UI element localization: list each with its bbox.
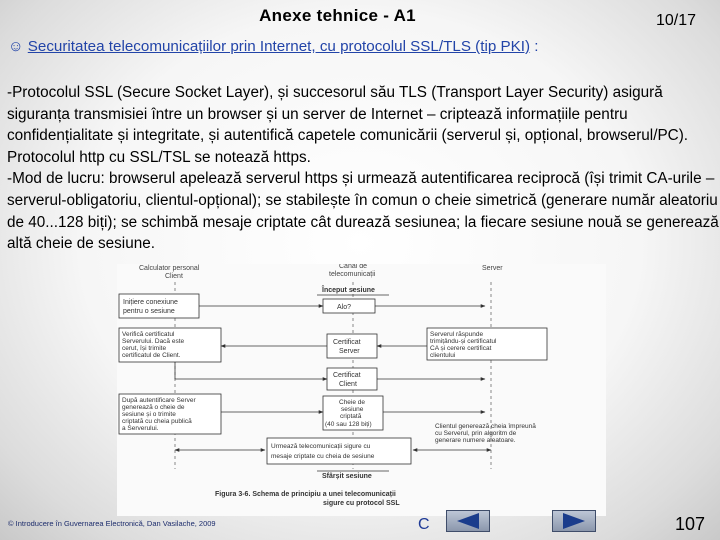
cert-client-text-2: Client — [339, 381, 357, 388]
arrow-right-icon — [553, 511, 595, 531]
end-session-label: Sfârșit sesiune — [322, 473, 372, 480]
slide-subtitle — [8, 38, 708, 55]
figure-caption-1: Figura 3-6. Schema de principiu a unei telecomunicații — [215, 491, 396, 498]
subtitle-suffix: : — [534, 38, 539, 55]
server-reply-text-4: clientului — [430, 352, 456, 359]
slide-title: Anexe tehnice - A1 — [259, 6, 416, 25]
server-decrypt-text-3: generare numere aleatoare. — [435, 437, 516, 444]
page-counter: 10/17 — [655, 12, 696, 29]
ssl-diagram-figure — [117, 264, 606, 516]
client-key-text-5: a Serverului. — [122, 425, 159, 432]
previous-slide-button[interactable] — [446, 510, 490, 532]
start-session-label: Început sesiune — [322, 287, 375, 294]
footer-credit: © Introducere în Guvernarea Electronică, Dan Vasilache, 2009 — [8, 519, 216, 528]
client-verify-text-4: certificatul de Client. — [122, 352, 181, 359]
cert-client-arrow-in — [175, 362, 327, 379]
server-decrypt-text-1: Clientul generează cheia împreună — [435, 423, 536, 430]
col-client-label-1: Calculator personal — [139, 265, 200, 272]
smiley-bullet-icon: ☺ — [8, 38, 24, 55]
client-key-text-4: criptată cu cheia publică — [122, 418, 192, 425]
hello-text: Alo? — [337, 304, 352, 311]
cert-client-text-1: Certificat — [333, 372, 361, 379]
figure-caption-2: sigure cu protocol SSL — [323, 500, 400, 507]
body-paragraph: -Protocolul SSL (Secure Socket Layer), și succesorul său TLS (Transport Layer Security) asigură siguranța transmisiei între un browser și un server de Internet – criptează informațiile pentru confidențialitate și integritate, și autentifică capetele comunicării (serverul și, opțional, browserul/PC). Protocolul http cu SSL/TSL se notează https. -Mod de lucru: browserul apelează serverul https și urmează autentificarea reciprocă (își trimit CA-urile – serverul-obligatoriu, clientul-opțional); se stabilește în comun o cheie simetrică (generare număr aleatoriu de 40...128 biți); se schimbă mesaje criptate cât durează sesiunea; la fiecare sesiune nouă se generează altă cheie de sesiune. — [7, 84, 719, 253]
session-key-text-4: (40 sau 128 biți) — [325, 421, 372, 428]
server-decrypt-text-2: cu Serverul, prin algoritm de — [435, 430, 517, 437]
col-channel-label-2: telecomunicații — [329, 271, 376, 278]
session-key-text-3: criptată — [340, 413, 362, 420]
col-client-label-2: Client — [165, 273, 183, 280]
client-key-text-2: generează o cheie de — [122, 404, 185, 411]
cert-server-text-2: Server — [339, 348, 360, 355]
col-server-label: Server — [482, 265, 503, 272]
cert-server-text-1: Certificat — [333, 339, 361, 346]
client-key-text-1: După autentificare Server — [122, 397, 196, 404]
arrow-left-icon — [447, 511, 489, 531]
slide-number: 107 — [675, 514, 706, 534]
subtitle-link[interactable]: Securitatea telecomunicațiilor prin Internet, cu protocolul SSL/TLS (tip PKI) — [27, 38, 531, 55]
server-reply-text-1: Serverul răspunde — [430, 331, 484, 338]
client-verify-text-1: Verifică certificatul — [122, 331, 175, 338]
ssl-diagram — [117, 264, 606, 516]
client-init-text-2: pentru o sesiune — [123, 308, 175, 315]
session-key-text-1: Cheie de — [339, 399, 366, 406]
footer-letter: C — [418, 516, 430, 533]
client-init-text-1: Inițiere conexiune — [123, 299, 178, 306]
client-verify-text-2: Serverului. Dacă este — [122, 338, 185, 345]
next-slide-button[interactable] — [552, 510, 596, 532]
session-key-text-2: sesiune — [341, 406, 364, 413]
client-verify-text-3: cerut, își trimite — [122, 345, 167, 352]
server-reply-text-3: CA și cerere certificat — [430, 345, 492, 352]
col-channel-label-1: Canal de — [339, 264, 368, 270]
encrypted-messages-box — [267, 438, 411, 464]
encrypted-text-1: Urmează telecomunicații sigure cu — [271, 443, 371, 450]
client-key-text-3: sesiune și o trimite — [122, 411, 176, 418]
encrypted-text-2: mesaje criptate cu cheia de sesiune — [271, 453, 375, 460]
server-reply-text-2: trimițându-și certificatul — [430, 338, 497, 345]
